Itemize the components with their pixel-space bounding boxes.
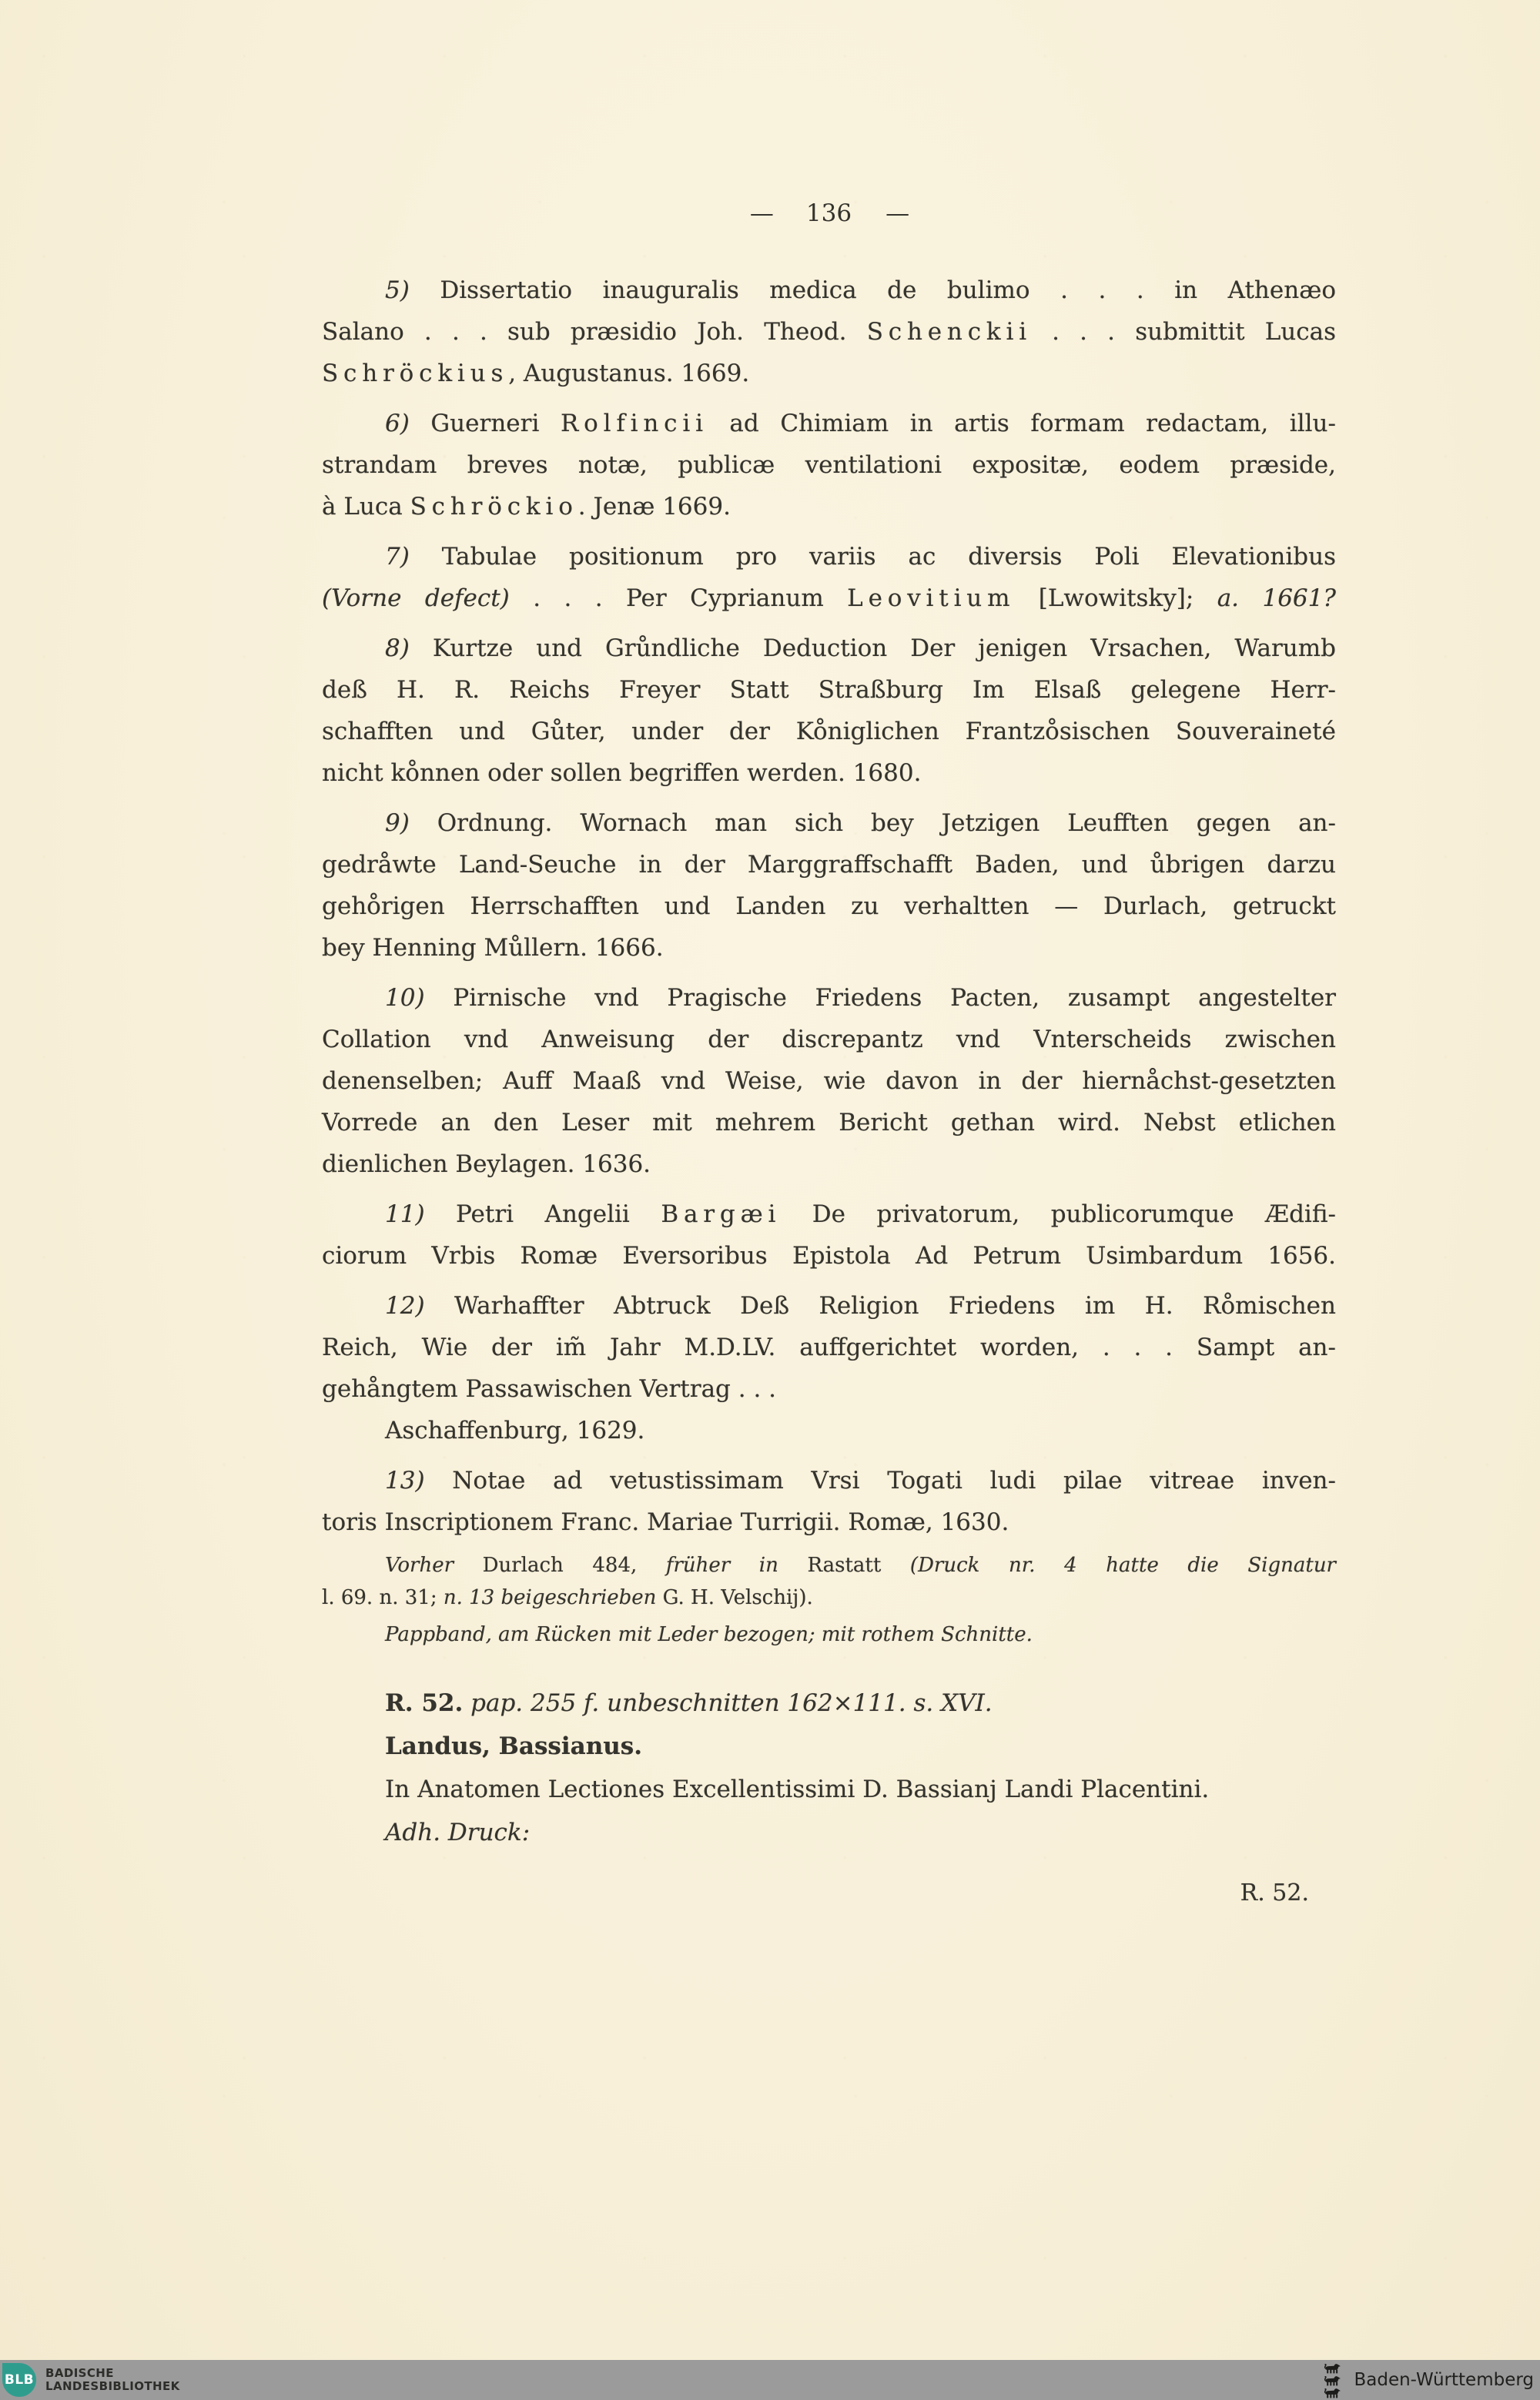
text-segment: 10) — [385, 984, 425, 1012]
lion-icon — [1318, 2375, 1346, 2386]
blb-logo — [2, 2360, 180, 2400]
text-segment: 7) — [385, 543, 410, 571]
text-segment: 9) — [385, 809, 410, 837]
text-segment: Salano . . . sub præsidio Joh. Theod. — [322, 318, 867, 346]
entry-r52 — [322, 1682, 1336, 1854]
text-line — [322, 1410, 1336, 1451]
text-segment: geho̊rigen Herrschafften und Landen zu verhaltten — Durlach, getruckt — [322, 892, 1336, 920]
blb-wordmark — [45, 2367, 180, 2394]
text-segment: Warhaffter Abtruck Deß Religion Friedens im H. Ro̊mischen — [424, 1292, 1336, 1320]
text-segment: Durlach 484, — [454, 1554, 666, 1577]
text-line — [322, 577, 1336, 619]
entry-12 — [322, 1285, 1336, 1451]
text-segment: Leovitium — [847, 584, 1016, 612]
text-segment: 11) — [385, 1200, 425, 1228]
text-segment: Aschaffenburg, 1629. — [385, 1417, 645, 1444]
text-segment: toris Inscriptionem Franc. Mariae Turrigii. Romæ, 1630. — [322, 1508, 1009, 1536]
text-line — [322, 669, 1336, 711]
text-segment: Petri Angelii — [424, 1200, 661, 1228]
header-dash-left: — — [749, 199, 772, 227]
text-line — [322, 1368, 1336, 1410]
text-line — [322, 885, 1336, 927]
text-line — [322, 403, 1336, 444]
text-segment: bey Henning Můllern. 1666. — [322, 934, 664, 962]
text-line — [322, 1143, 1336, 1185]
text-line — [322, 311, 1336, 353]
blb-badge-icon — [2, 2363, 36, 2397]
text-segment: Kurtze und Grůndliche Deduction Der jenigen Vrsachen, Warumb — [409, 634, 1336, 662]
text-segment: Guerneri — [409, 410, 561, 437]
entry-5 — [322, 269, 1336, 394]
text-segment: gedråwte Land-Seuche in der Marggraffschafft Baden, und ůbrigen darzu — [322, 851, 1336, 879]
text-line — [322, 1235, 1336, 1277]
text-segment: Rastatt — [778, 1554, 910, 1577]
text-segment: Rolfincii — [560, 410, 708, 437]
text-line — [322, 711, 1336, 752]
text-segment: Tabulae positionum pro variis ac diversis Poli Elevationibus — [409, 543, 1336, 571]
text-line — [322, 1501, 1336, 1543]
text-line — [322, 444, 1336, 486]
text-segment: . . . Per Cyprianum — [509, 584, 848, 612]
text-segment: Notae ad vetustissimam Vrsi Togati ludi pilae vitreae inven- — [424, 1467, 1336, 1495]
text-line — [322, 1102, 1336, 1143]
text-segment: l. 69. n. 31; — [322, 1586, 444, 1609]
text-segment: Bargæi — [661, 1200, 782, 1228]
text-line — [322, 1549, 1336, 1582]
text-line — [322, 1582, 1336, 1614]
entry-6 — [322, 403, 1336, 527]
text-segment: Collation vnd Anweisung der discrepantz vnd Vnterscheids zwischen — [322, 1026, 1336, 1053]
text-line — [322, 1811, 1336, 1854]
text-segment: a. 1661? — [1217, 584, 1336, 612]
text-line — [322, 353, 1336, 394]
text-segment: Schröckius — [322, 360, 509, 387]
lion-icon — [1318, 2362, 1346, 2374]
text-segment: Schenckii — [866, 318, 1032, 346]
text-segment: , Augustanus. 1669. — [508, 360, 750, 387]
text-segment: n. 13 beigeschrieben — [443, 1586, 657, 1609]
text-segment: deß H. R. Reichs Freyer Statt Straßburg Im Elsaß gelegene Herr- — [322, 676, 1336, 704]
text-line — [322, 1193, 1336, 1235]
text-line — [322, 1618, 1336, 1651]
text-segment: Reich, Wie der im̃ Jahr M.D.LV. auffgerichtet worden, . . . Sampt an- — [322, 1334, 1336, 1361]
text-segment: gehångtem Passawischen Vertrag . . . — [322, 1375, 777, 1403]
catalog-entries — [322, 269, 1336, 1854]
text-segment: Landus, Bassianus. — [385, 1732, 643, 1760]
text-segment: 6) — [385, 410, 410, 437]
text-line — [322, 844, 1336, 885]
page-number: 136 — [805, 199, 852, 227]
text-segment: 13) — [385, 1467, 425, 1495]
entry-11 — [322, 1193, 1336, 1277]
text-line — [322, 1285, 1336, 1327]
text-line — [322, 269, 1336, 311]
text-line — [322, 1327, 1336, 1368]
text-line — [322, 1768, 1336, 1811]
text-segment: Dissertatio inauguralis medica de bulimo . . . in Athenæo — [409, 276, 1336, 304]
text-segment: De privatorum, publicorumque Ædifi- — [781, 1200, 1336, 1228]
text-line — [322, 1019, 1336, 1060]
text-segment: Pappband, am Rücken mit Leder bezogen; mit rothem Schnitte. — [385, 1623, 1033, 1646]
text-segment: G. H. Velschij). — [656, 1586, 813, 1609]
three-lions-icon — [1318, 2362, 1346, 2398]
text-segment: In Anatomen Lectiones Excellentissimi D. Bassianj Landi Placentini. — [385, 1776, 1210, 1803]
text-segment: denenselben; Auff Maaß vnd Weise, wie davon in der hiernåchst-gesetzten — [322, 1067, 1336, 1095]
text-line — [322, 1725, 1336, 1768]
blb-abbrev: BLB — [4, 2372, 35, 2388]
blb-name-line2: LANDESBIBLIOTHEK — [45, 2379, 180, 2393]
page-header — [322, 0, 1336, 234]
lion-icon — [1318, 2387, 1346, 2398]
provenance-note — [322, 1549, 1336, 1651]
state-name: Baden-Württemberg — [1354, 2370, 1534, 2390]
text-segment: Pirnische vnd Pragische Friedens Pacten, zusampt angestelter — [424, 984, 1336, 1012]
text-line — [322, 977, 1336, 1019]
text-segment: 5) — [385, 276, 410, 304]
text-segment: 8) — [385, 634, 410, 662]
text-segment: R. 52. — [385, 1689, 464, 1717]
entry-9 — [322, 802, 1336, 969]
baden-wuerttemberg-logo — [1318, 2360, 1534, 2400]
text-segment: Vorher — [385, 1554, 454, 1577]
entry-13 — [322, 1460, 1336, 1543]
entry-8 — [322, 628, 1336, 794]
text-line — [322, 1682, 1336, 1725]
text-segment: Ordnung. Wornach man sich bey Jetzigen Leufften gegen an- — [409, 809, 1336, 837]
text-segment: Schröckio — [410, 493, 578, 521]
text-line — [322, 927, 1336, 969]
text-line — [322, 486, 1336, 527]
text-segment: pap. 255 f. unbeschnitten 162×111. s. XVI. — [470, 1689, 993, 1717]
text-segment: . . . submittit Lucas — [1031, 318, 1336, 346]
text-line — [322, 1460, 1336, 1501]
text-segment: ciorum Vrbis Romæ Eversoribus Epistola Ad Petrum Usimbardum 1656. — [322, 1242, 1336, 1270]
text-segment: ad Chimiam in artis formam redactam, illu- — [708, 410, 1336, 437]
header-dash-right: — — [886, 199, 909, 227]
text-segment: à Luca — [322, 493, 410, 521]
text-line — [322, 1060, 1336, 1102]
text-segment: [Lwowitsky]; — [1015, 584, 1217, 612]
text-segment: nicht ko̊nnen oder sollen begriffen werden. 1680. — [322, 759, 922, 787]
text-segment: früher in — [665, 1554, 778, 1577]
text-segment: strandam breves notæ, publicæ ventilationi expositæ, eodem præside, — [322, 451, 1336, 479]
text-segment: 12) — [385, 1292, 425, 1320]
text-segment: (Druck nr. 4 hatte die Signatur — [909, 1554, 1336, 1577]
text-segment: . Jenæ 1669. — [578, 493, 731, 521]
text-line — [322, 536, 1336, 577]
viewer-footer-bar — [0, 2360, 1540, 2400]
text-line — [322, 802, 1336, 844]
entry-10 — [322, 977, 1336, 1185]
text-line — [322, 752, 1336, 794]
text-segment: Adh. Druck: — [385, 1819, 531, 1846]
blb-name-line1: BADISCHE — [45, 2365, 114, 2380]
text-line — [322, 628, 1336, 669]
text-segment — [463, 1689, 470, 1717]
text-segment: Vorrede an den Leser mit mehrem Bericht gethan wird. Nebst etlichen — [322, 1109, 1336, 1136]
entry-7 — [322, 536, 1336, 619]
catchword: R. 52. — [1240, 1879, 1309, 1906]
text-segment: dienlichen Beylagen. 1636. — [322, 1150, 651, 1178]
text-segment: (Vorne defect) — [322, 584, 510, 612]
text-segment: schafften und Gůter, under der Ko̊niglichen Frantzo̊sischen Souveraineté — [322, 718, 1336, 745]
